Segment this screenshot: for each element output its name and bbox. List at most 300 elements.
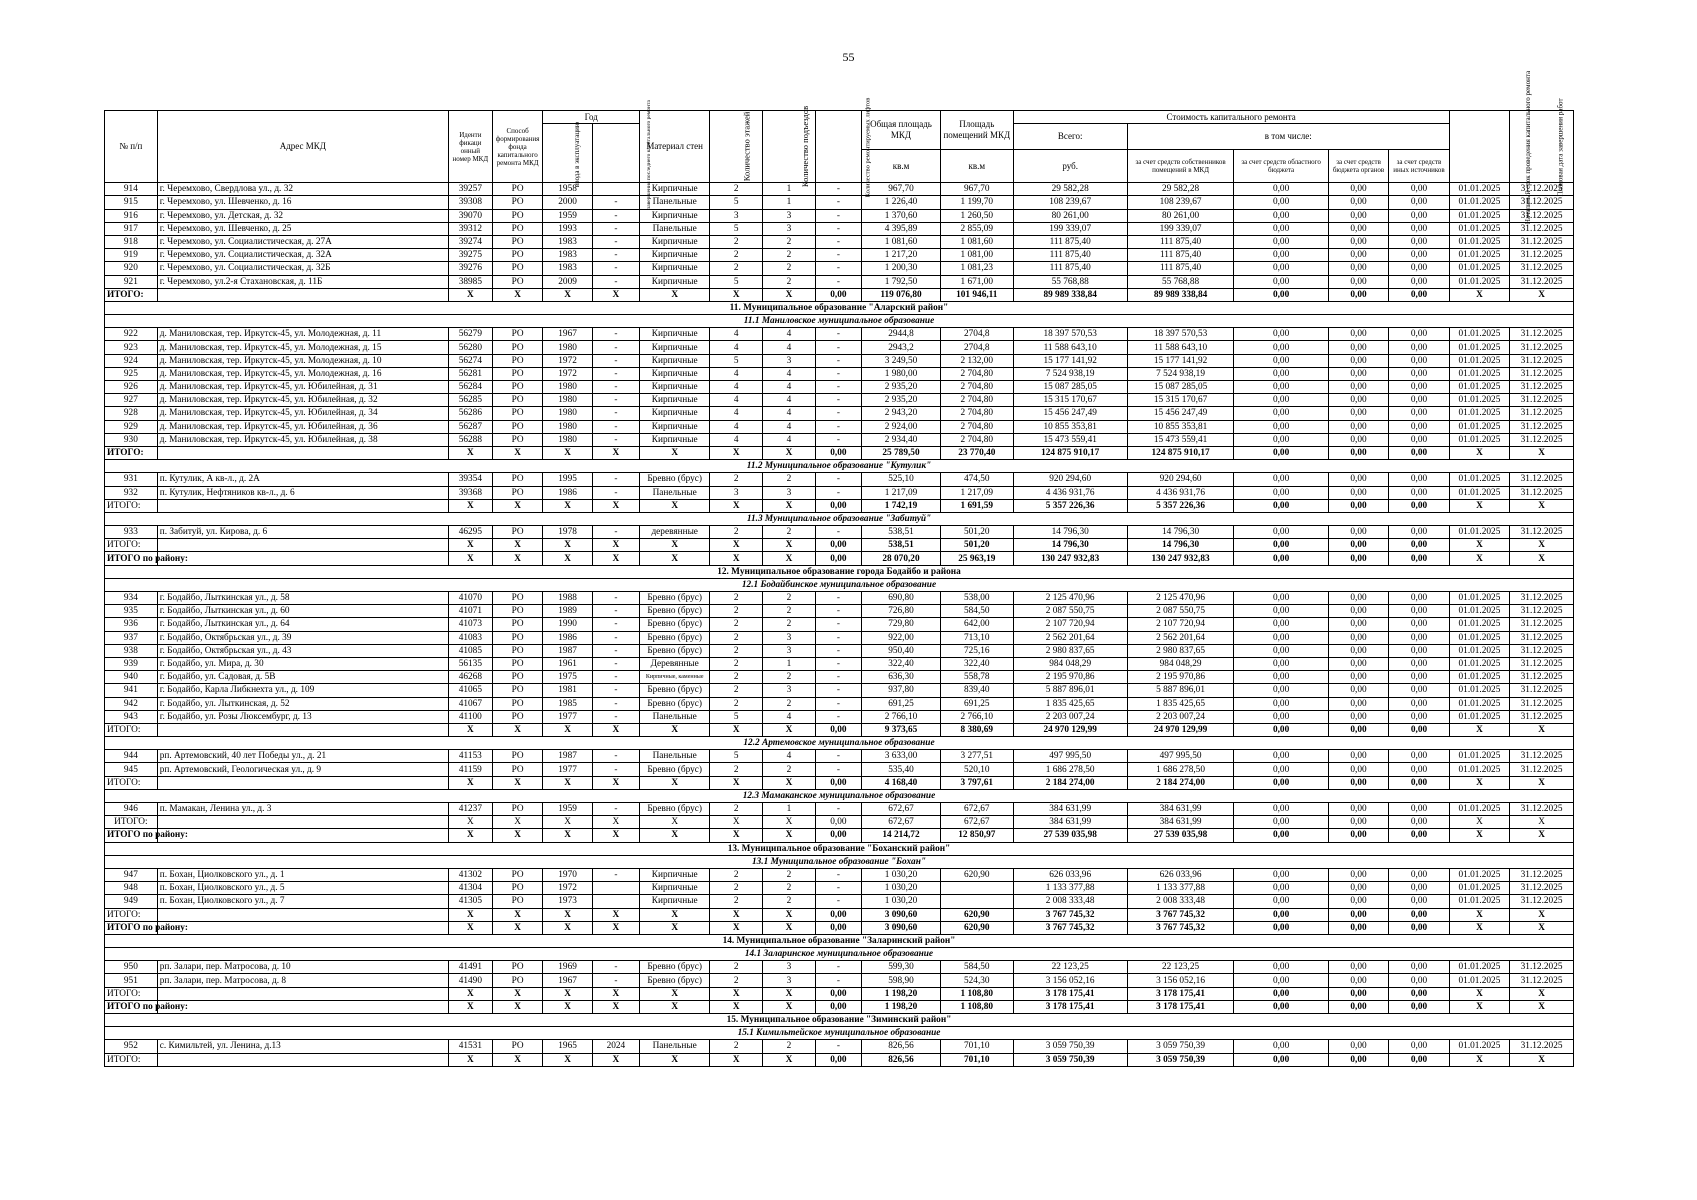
table-cell: 31.12.2025: [1510, 196, 1574, 209]
table-cell: 636,30: [861, 671, 940, 684]
table-cell: 2009: [543, 275, 592, 288]
table-cell: 41067: [448, 697, 492, 710]
table-cell: 1 030,20: [861, 895, 940, 908]
table-cell: 558,78: [941, 671, 1014, 684]
table-cell: 4: [763, 394, 816, 407]
table-cell: 0,00: [1389, 526, 1449, 539]
table-cell: 0,00: [1234, 354, 1328, 367]
table-cell: 1958: [543, 183, 592, 196]
total-cell: 0,00: [1389, 816, 1449, 829]
total-row: [105, 539, 1574, 552]
table-cell: 0,00: [1234, 974, 1328, 987]
total-cell: X: [492, 552, 543, 565]
total-cell: 124 875 910,17: [1013, 446, 1127, 459]
table-cell: 1 081,60: [941, 235, 1014, 248]
table-cell: с. Кимильтей, ул. Ленина, д.13: [157, 1040, 448, 1053]
table-row: [105, 697, 1574, 710]
table-cell: 31.12.2025: [1510, 249, 1574, 262]
table-cell: 3: [763, 684, 816, 697]
table-cell: -: [592, 763, 639, 776]
table-cell: Кирпичные, каменные: [640, 671, 710, 684]
table-cell: 934: [105, 592, 158, 605]
total-cell: X: [1449, 1053, 1509, 1066]
table-cell: 1985: [543, 697, 592, 710]
section-heading: 11. Муниципальное образование "Аларский район": [105, 301, 1574, 314]
table-cell: 0,00: [1328, 526, 1388, 539]
table-cell: 15 177 141,92: [1013, 354, 1127, 367]
table-cell: 4: [710, 433, 763, 446]
table-cell: 2 195 970,86: [1127, 671, 1234, 684]
table-cell: г. Черемхово, ул. Детская, д. 32: [157, 209, 448, 222]
table-cell: 2: [763, 618, 816, 631]
total-cell: 101 946,11: [941, 288, 1014, 301]
table-cell: 1 081,60: [861, 235, 940, 248]
table-cell: РО: [492, 710, 543, 723]
table-cell: 0,00: [1389, 341, 1449, 354]
table-cell: 4: [710, 394, 763, 407]
table-cell: РО: [492, 882, 543, 895]
table-cell: [592, 183, 639, 196]
total-cell: X: [543, 776, 592, 789]
table-cell: -: [592, 684, 639, 697]
table-cell: РО: [492, 868, 543, 881]
table-cell: [941, 895, 1014, 908]
table-cell: 01.01.2025: [1449, 684, 1509, 697]
table-cell: 0,00: [1389, 235, 1449, 248]
table-cell: 0,00: [1328, 763, 1388, 776]
table-cell: -: [815, 420, 861, 433]
total-row: [105, 723, 1574, 736]
table-cell: Кирпичные: [640, 183, 710, 196]
subsection-heading-row: [105, 315, 1574, 328]
table-cell: рп. Артемовский, 40 лет Победы ул., д. 21: [157, 750, 448, 763]
table-cell: 1978: [543, 526, 592, 539]
table-cell: 672,67: [941, 803, 1014, 816]
total-cell: [157, 288, 448, 301]
table-cell: Кирпичные: [640, 394, 710, 407]
table-cell: деревянные: [640, 526, 710, 539]
table-cell: 0,00: [1389, 605, 1449, 618]
total-cell: X: [710, 1053, 763, 1066]
table-cell: 31.12.2025: [1510, 262, 1574, 275]
table-cell: 10 855 353,81: [1013, 420, 1127, 433]
total-cell: X: [448, 446, 492, 459]
total-cell: X: [710, 539, 763, 552]
table-cell: 2 562 201,64: [1013, 631, 1127, 644]
table-cell: -: [815, 882, 861, 895]
table-cell: 3: [763, 644, 816, 657]
table-cell: 0,00: [1389, 354, 1449, 367]
table-cell: 15 087 285,05: [1013, 381, 1127, 394]
total-row: [105, 499, 1574, 512]
table-cell: 31.12.2025: [1510, 750, 1574, 763]
table-cell: 0,00: [1389, 895, 1449, 908]
total-cell: 28 070,20: [861, 552, 940, 565]
table-cell: 31.12.2025: [1510, 895, 1574, 908]
table-cell: РО: [492, 341, 543, 354]
table-cell: 39354: [448, 473, 492, 486]
total-cell: 3 767 745,32: [1013, 908, 1127, 921]
table-cell: 55 768,88: [1127, 275, 1234, 288]
table-row: [105, 974, 1574, 987]
table-cell: 199 339,07: [1013, 222, 1127, 235]
total-cell: 89 989 338,84: [1127, 288, 1234, 301]
table-cell: 41065: [448, 684, 492, 697]
total-cell: 1 742,19: [861, 499, 940, 512]
table-cell: 599,30: [861, 961, 940, 974]
table-cell: 3: [763, 974, 816, 987]
table-cell: 01.01.2025: [1449, 262, 1509, 275]
table-cell: 950: [105, 961, 158, 974]
table-cell: -: [815, 710, 861, 723]
table-cell: 01.01.2025: [1449, 605, 1509, 618]
table-cell: 322,40: [941, 657, 1014, 670]
total-cell: 0,00: [815, 539, 861, 552]
total-cell: X: [448, 539, 492, 552]
total-cell: X: [710, 446, 763, 459]
total-cell: 5 357 226,36: [1127, 499, 1234, 512]
table-cell: -: [815, 433, 861, 446]
table-cell: 4: [710, 341, 763, 354]
total-cell: 0,00: [1328, 552, 1388, 565]
table-cell: 1987: [543, 644, 592, 657]
total-cell: X: [640, 288, 710, 301]
table-cell: 933: [105, 526, 158, 539]
col-floors-header: Количество этажей: [710, 111, 763, 183]
total-row: [105, 446, 1574, 459]
table-cell: 31.12.2025: [1510, 644, 1574, 657]
table-cell: -: [592, 354, 639, 367]
col-region-header: за счет средств областного бюджета: [1234, 149, 1328, 182]
table-cell: 2: [763, 605, 816, 618]
table-row: [105, 657, 1574, 670]
table-cell: г. Бодайбо, ул. Розы Люксембург, д. 13: [157, 710, 448, 723]
total-cell: ИТОГО по району:: [105, 552, 158, 565]
col-incl-header: в том числе:: [1127, 124, 1449, 150]
table-cell: 31.12.2025: [1510, 592, 1574, 605]
total-cell: ИТОГО:: [105, 987, 158, 1000]
table-cell: 0,00: [1234, 262, 1328, 275]
table-cell: 3: [763, 209, 816, 222]
table-cell: 01.01.2025: [1449, 631, 1509, 644]
total-cell: X: [640, 829, 710, 842]
table-cell: г. Черемхово, ул. Социалистическая, д. 32Б: [157, 262, 448, 275]
table-cell: 0,00: [1234, 209, 1328, 222]
unit-area-total: кв.м: [861, 149, 940, 182]
table-cell: 4: [763, 407, 816, 420]
table-cell: 2 766,10: [941, 710, 1014, 723]
total-cell: ИТОГО:: [105, 723, 158, 736]
table-row: [105, 394, 1574, 407]
table-cell: 2: [710, 671, 763, 684]
total-cell: X: [448, 829, 492, 842]
table-cell: РО: [492, 420, 543, 433]
table-cell: 0,00: [1389, 671, 1449, 684]
table-cell: 946: [105, 803, 158, 816]
table-cell: 0,00: [1389, 592, 1449, 605]
table-cell: 31.12.2025: [1510, 394, 1574, 407]
table-cell: Кирпичные: [640, 882, 710, 895]
table-cell: Кирпичные: [640, 354, 710, 367]
table-cell: 39070: [448, 209, 492, 222]
table-cell: 0,00: [1234, 868, 1328, 881]
table-cell: 55 768,88: [1013, 275, 1127, 288]
table-cell: 0,00: [1328, 631, 1388, 644]
total-cell: 0,00: [815, 921, 861, 934]
total-cell: 672,67: [941, 816, 1014, 829]
table-cell: г. Бодайбо, Лыткинская ул., д. 64: [157, 618, 448, 631]
table-cell: 938: [105, 644, 158, 657]
section-heading-row: [105, 1014, 1574, 1027]
table-cell: РО: [492, 249, 543, 262]
table-cell: 1980: [543, 341, 592, 354]
table-cell: 5 887 896,01: [1013, 684, 1127, 697]
table-cell: 928: [105, 407, 158, 420]
table-cell: 2: [763, 1040, 816, 1053]
subsection-heading-row: [105, 789, 1574, 802]
total-row: [105, 288, 1574, 301]
col-address-header: Адрес МКД: [157, 111, 448, 183]
table-cell: 1 030,20: [861, 868, 940, 881]
total-cell: X: [543, 446, 592, 459]
table-cell: Бревно (брус): [640, 803, 710, 816]
table-row: [105, 367, 1574, 380]
total-cell: 0,00: [815, 499, 861, 512]
total-cell: 0,00: [1328, 816, 1388, 829]
table-cell: 3 059 750,39: [1127, 1040, 1234, 1053]
total-cell: X: [1510, 829, 1574, 842]
table-cell: 0,00: [1389, 697, 1449, 710]
table-cell: 0,00: [1328, 803, 1388, 816]
table-cell: 1980: [543, 433, 592, 446]
table-cell: 0,00: [1328, 710, 1388, 723]
table-cell: 0,00: [1234, 684, 1328, 697]
table-cell: 15 315 170,67: [1127, 394, 1234, 407]
table-cell: г. Черемхово, Свердлова ул., д. 32: [157, 183, 448, 196]
table-cell: РО: [492, 275, 543, 288]
table-cell: 0,00: [1234, 341, 1328, 354]
table-cell: -: [592, 394, 639, 407]
table-cell: Панельные: [640, 750, 710, 763]
total-cell: 3 178 175,41: [1127, 987, 1234, 1000]
table-cell: 0,00: [1328, 433, 1388, 446]
table-cell: 2: [710, 249, 763, 262]
table-cell: -: [592, 367, 639, 380]
total-cell: X: [710, 816, 763, 829]
col-year-in-header: ввода в эксплуатацию: [543, 124, 592, 183]
table-cell: 2: [710, 882, 763, 895]
total-cell: 130 247 932,83: [1127, 552, 1234, 565]
table-cell: РО: [492, 486, 543, 499]
table-cell: 01.01.2025: [1449, 1040, 1509, 1053]
total-cell: X: [1449, 921, 1509, 934]
total-cell: 5 357 226,36: [1013, 499, 1127, 512]
total-cell: X: [1510, 552, 1574, 565]
table-row: [105, 750, 1574, 763]
table-cell: 7 524 938,19: [1127, 367, 1234, 380]
table-cell: 56280: [448, 341, 492, 354]
table-cell: 0,00: [1389, 407, 1449, 420]
total-cell: X: [710, 921, 763, 934]
table-cell: г. Черемхово, ул. Шевченко, д. 25: [157, 222, 448, 235]
total-cell: 0,00: [1328, 987, 1388, 1000]
total-row: [105, 1053, 1574, 1066]
table-cell: 1 030,20: [861, 882, 940, 895]
total-cell: X: [640, 446, 710, 459]
table-cell: 01.01.2025: [1449, 657, 1509, 670]
table-cell: 2 008 333,48: [1127, 895, 1234, 908]
table-cell: -: [815, 341, 861, 354]
table-cell: Кирпичные: [640, 262, 710, 275]
total-cell: X: [543, 288, 592, 301]
table-cell: п. Кутулик, А кв-л., д. 2А: [157, 473, 448, 486]
table-cell: 0,00: [1328, 697, 1388, 710]
total-cell: X: [592, 987, 639, 1000]
table-cell: 1969: [543, 961, 592, 974]
total-cell: X: [543, 829, 592, 842]
table-cell: РО: [492, 961, 543, 974]
table-cell: 0,00: [1234, 420, 1328, 433]
table-cell: 39368: [448, 486, 492, 499]
table-cell: рп. Залари, пер. Матросова, д. 8: [157, 974, 448, 987]
table-cell: 0,00: [1328, 341, 1388, 354]
table-cell: РО: [492, 763, 543, 776]
total-cell: 0,00: [815, 908, 861, 921]
total-cell: 384 631,99: [1013, 816, 1127, 829]
table-cell: 0,00: [1234, 605, 1328, 618]
total-cell: 1 108,80: [941, 1000, 1014, 1013]
total-cell: X: [492, 1000, 543, 1013]
table-cell: 2: [763, 763, 816, 776]
table-cell: 46295: [448, 526, 492, 539]
table-cell: 56288: [448, 433, 492, 446]
table-cell: 31.12.2025: [1510, 420, 1574, 433]
table-cell: -: [592, 710, 639, 723]
table-cell: 199 339,07: [1127, 222, 1234, 235]
table-cell: 725,16: [941, 644, 1014, 657]
total-cell: X: [1449, 776, 1509, 789]
table-cell: 0,00: [1328, 209, 1388, 222]
table-cell: -: [815, 473, 861, 486]
table-cell: Кирпичные: [640, 341, 710, 354]
table-cell: 31.12.2025: [1510, 341, 1574, 354]
table-cell: 2 132,00: [941, 354, 1014, 367]
table-cell: 4: [763, 367, 816, 380]
table-cell: РО: [492, 235, 543, 248]
subsection-heading: 12.1 Бодайбинское муниципальное образование: [105, 578, 1574, 591]
table-cell: 2: [710, 473, 763, 486]
table-row: [105, 803, 1574, 816]
table-cell: 921: [105, 275, 158, 288]
table-cell: г. Бодайбо, Октябрьская ул., д. 43: [157, 644, 448, 657]
table-cell: 39274: [448, 235, 492, 248]
total-cell: X: [710, 723, 763, 736]
total-cell: X: [763, 908, 816, 921]
table-cell: 31.12.2025: [1510, 710, 1574, 723]
table-cell: 2: [710, 657, 763, 670]
section-heading: 15. Муниципальное образование "Зиминский район": [105, 1014, 1574, 1027]
total-cell: X: [592, 921, 639, 934]
section-heading-row: [105, 934, 1574, 947]
table-cell: 1972: [543, 367, 592, 380]
table-cell: 691,25: [941, 697, 1014, 710]
table-row: [105, 486, 1574, 499]
total-cell: X: [1510, 921, 1574, 934]
table-cell: -: [592, 697, 639, 710]
table-cell: 2: [763, 895, 816, 908]
total-cell: 0,00: [815, 723, 861, 736]
table-cell: 3: [763, 961, 816, 974]
table-cell: 01.01.2025: [1449, 671, 1509, 684]
table-cell: 2 934,40: [861, 433, 940, 446]
table-cell: РО: [492, 592, 543, 605]
total-row: [105, 829, 1574, 842]
total-cell: 0,00: [1389, 829, 1449, 842]
total-cell: 3 767 745,32: [1127, 908, 1234, 921]
total-cell: 1 691,59: [941, 499, 1014, 512]
table-cell: 0,00: [1234, 671, 1328, 684]
table-row: [105, 895, 1574, 908]
table-cell: 497 995,50: [1127, 750, 1234, 763]
total-cell: X: [1510, 723, 1574, 736]
total-cell: ИТОГО по району:: [105, 829, 158, 842]
table-cell: 2 704,80: [941, 420, 1014, 433]
table-cell: 01.01.2025: [1449, 196, 1509, 209]
table-cell: 80 261,00: [1013, 209, 1127, 222]
table-cell: 0,00: [1389, 367, 1449, 380]
total-cell: ИТОГО:: [105, 776, 158, 789]
table-cell: 4 436 931,76: [1127, 486, 1234, 499]
table-cell: 1961: [543, 657, 592, 670]
total-cell: X: [448, 1053, 492, 1066]
table-cell: 01.01.2025: [1449, 420, 1509, 433]
total-cell: X: [710, 829, 763, 842]
capital-repair-table: [104, 71, 1574, 1067]
table-cell: -: [815, 381, 861, 394]
table-cell: Панельные: [640, 1040, 710, 1053]
total-cell: [157, 829, 448, 842]
table-cell: 7 524 938,19: [1013, 367, 1127, 380]
table-cell: 2: [763, 868, 816, 881]
subsection-heading-row: [105, 512, 1574, 525]
table-cell: 918: [105, 235, 158, 248]
total-cell: 0,00: [1328, 288, 1388, 301]
table-cell: 41153: [448, 750, 492, 763]
table-cell: 41531: [448, 1040, 492, 1053]
table-cell: РО: [492, 354, 543, 367]
table-cell: 691,25: [861, 697, 940, 710]
table-cell: 0,00: [1328, 196, 1388, 209]
unit-area-prem: кв.м: [941, 149, 1014, 182]
table-cell: 01.01.2025: [1449, 222, 1509, 235]
total-cell: X: [492, 829, 543, 842]
unit-total: руб.: [1013, 149, 1127, 182]
table-cell: 2 107 720,94: [1127, 618, 1234, 631]
table-cell: д. Маниловская, тер. Иркутск-45, ул. Молодежная, д. 16: [157, 367, 448, 380]
table-cell: 3: [710, 209, 763, 222]
col-total-header: Всего:: [1013, 124, 1127, 150]
table-cell: 31.12.2025: [1510, 974, 1574, 987]
table-cell: -: [592, 196, 639, 209]
table-cell: 0,00: [1234, 1040, 1328, 1053]
total-cell: X: [710, 552, 763, 565]
table-cell: 4: [763, 341, 816, 354]
table-cell: РО: [492, 671, 543, 684]
table-cell: 01.01.2025: [1449, 526, 1509, 539]
total-cell: X: [640, 552, 710, 565]
total-cell: 3 797,61: [941, 776, 1014, 789]
table-cell: 31.12.2025: [1510, 763, 1574, 776]
